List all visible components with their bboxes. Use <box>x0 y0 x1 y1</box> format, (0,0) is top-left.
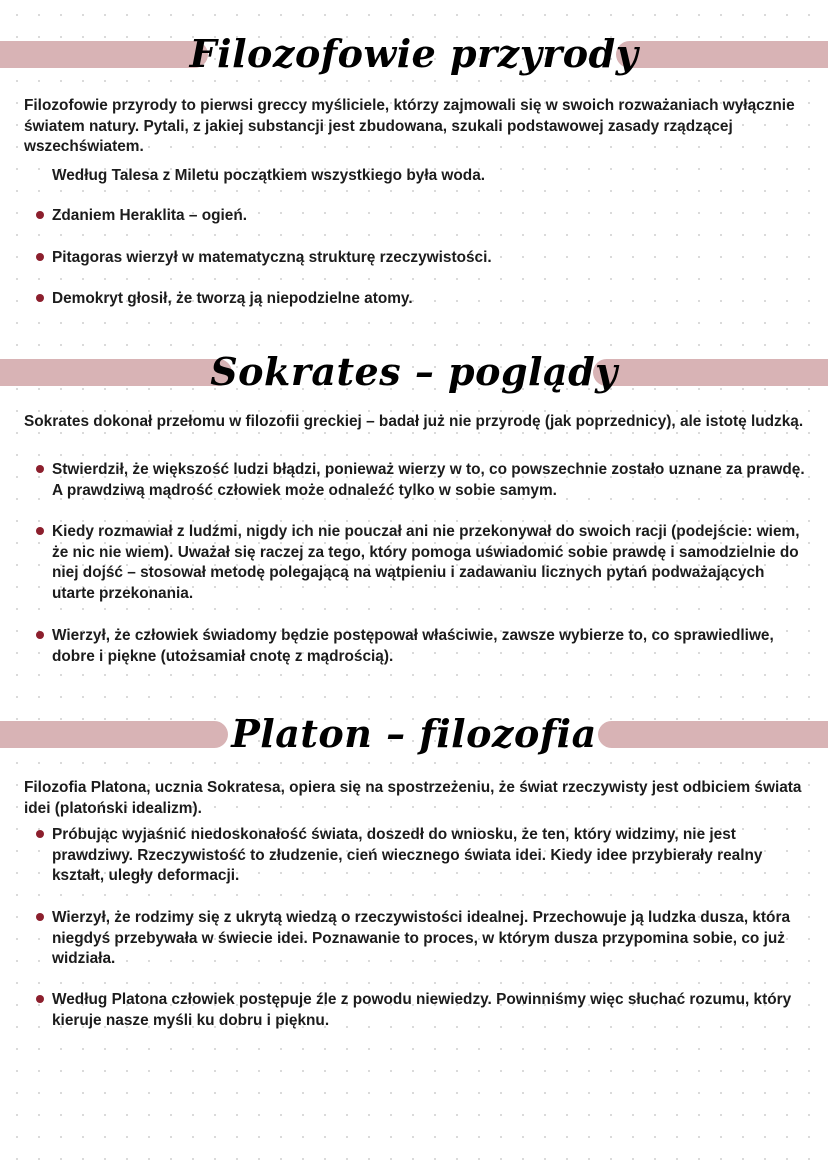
list-item <box>36 166 808 187</box>
list-item-text: Stwierdził, że większość ludzi błądzi, ponieważ wierzy w to, co powszechnie zostało uznane za prawdę. A prawdziwą mądrość człowiek może odnaleźć tylko w sobie samym. <box>52 461 805 499</box>
bullet-dot-icon <box>36 527 44 535</box>
section-header-filozofowie <box>0 24 828 84</box>
list-item <box>36 460 808 501</box>
bullet-dot-icon <box>36 211 44 219</box>
bullet-dot-icon <box>36 995 44 1003</box>
list-item-text: Zdaniem Heraklita – ogień. <box>52 207 248 224</box>
list-item-text: Według Platona człowiek postępuje źle z powodu niewiedzy. Powinniśmy więc słuchać rozumu, który kieruje nasze myśli ku dobru i pięknu. <box>52 991 792 1029</box>
list-item-text: Próbując wyjaśnić niedoskonałość świata, doszedł do wniosku, że ten, który widzimy, nie jest prawdziwy. Rzeczywistość to złudzenie, cień wiecznego świata idei. Kiedy idee przybierały realny kształt, uległy deformacji. <box>52 826 763 884</box>
section-intro: Filozofia Platona, ucznia Sokratesa, opiera się na spostrzeżeniu, że świat rzeczywisty jest odbiciem świata idei (platoński idealizm). <box>24 779 802 817</box>
list-item <box>36 626 808 667</box>
section-title: Sokrates – poglądy <box>210 349 618 394</box>
list-item <box>36 522 808 604</box>
list-item-text: Wierzył, że człowiek świadomy będzie postępował właściwie, zawsze wybierze to, co sprawiedliwe, dobre i piękne (utożsamiał cnotę z mądrością). <box>52 627 774 665</box>
list-item <box>36 206 808 227</box>
list-item <box>36 990 808 1031</box>
section-header-platon <box>0 704 828 764</box>
list-item <box>36 908 808 970</box>
section-intro: Sokrates dokonał przełomu w filozofii greckiej – badał już nie przyrodę (jak poprzednicy), ale istotę ludzką. <box>24 413 804 430</box>
bullet-dot-icon <box>36 465 44 473</box>
list-item <box>36 289 808 310</box>
section-intro: Filozofowie przyrody to pierwsi greccy myśliciele, którzy zajmowali się w swoich rozważaniach wyłącznie światem natury. Pytali, z jakiej substancji jest zbudowana, szukali podstawowej zasady rządzącej wszechświatem. <box>24 97 795 155</box>
bullet-dot-icon <box>36 830 44 838</box>
bullet-dot-icon <box>36 631 44 639</box>
bullet-dot-icon <box>36 913 44 921</box>
list-item <box>36 825 808 887</box>
list-item-text: Wierzył, że rodzimy się z ukrytą wiedzą o rzeczywistości idealnej. Przechowuje ją ludzka dusza, która niegdyś przebywała w świecie idei. Poznawanie to proces, w którym dusza przypomina sobie, co już widziała. <box>52 909 791 967</box>
list-item <box>36 248 808 269</box>
list-item-text: Demokryt głosił, że tworzą ją niepodzielne atomy. <box>52 290 413 307</box>
bullet-dot-icon <box>36 294 44 302</box>
section-header-sokrates <box>0 342 828 402</box>
section-title: Filozofowie przyrody <box>189 31 639 76</box>
bullet-dot-icon <box>36 253 44 261</box>
list-item-text: Pitagoras wierzył w matematyczną strukturę rzeczywistości. <box>52 249 492 266</box>
section-title: Platon – filozofia <box>231 711 597 756</box>
list-item-text: Według Talesa z Miletu początkiem wszystkiego była woda. <box>52 167 486 184</box>
list-item-text: Kiedy rozmawiał z ludźmi, nigdy ich nie pouczał ani nie przekonywał do swoich racji (podejście: wiem, że nic nie wiem). Uważał się raczej za tego, który pomoga uświadomić sobie prawdę i samodzielnie do niej dojść – stosował metodę polegającą na wątpieniu i zadawaniu licznych pytań podważających utarte przekonania. <box>52 523 800 602</box>
